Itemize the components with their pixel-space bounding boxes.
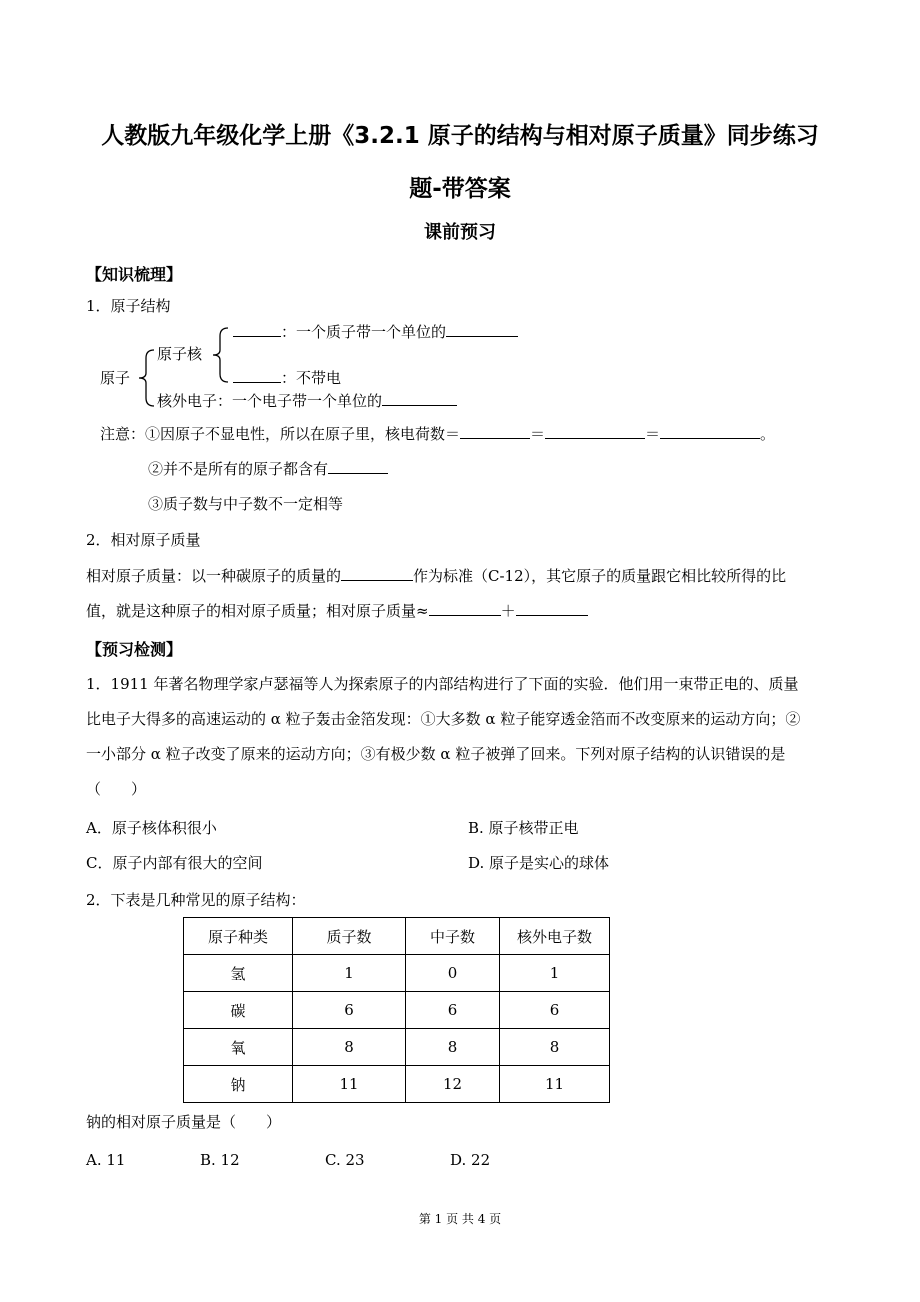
atom-structure-table (183, 917, 610, 1103)
q2-question: 钠的相对原子质量是（ ） (86, 1113, 282, 1131)
section-2-title: 2．相对原子质量 (86, 531, 201, 549)
page-title: 人教版九年级化学上册《3.2.1 原子的结构与相对原子质量》同步练习 (101, 123, 819, 149)
q1-line-2: 比电子大得多的高速运动的 α 粒子轰击金箔发现：①大多数 α 粒子能穿透金箔而不改变原来的运动方向；② (86, 710, 801, 728)
relative-mass-line-2: 值，就是这种原子的相对原子质量；相对原子质量≈ ＋ (86, 601, 588, 621)
table-cell: 6 (293, 992, 406, 1029)
electron-charge-blank[interactable] (382, 391, 457, 406)
q1-answer-paren: （ ） (86, 780, 147, 798)
neutron-blank[interactable] (233, 368, 281, 383)
table-cell: 氧 (184, 1029, 293, 1066)
table-cell: 8 (406, 1029, 500, 1066)
relative-mass-line-1: 相对原子质量：以一种碳原子的质量的 作为标准（C-12），其它原子的质量跟它相比较所得的比 (86, 567, 787, 585)
table-header-cell: 原子种类 (184, 918, 293, 955)
table-cell: 氢 (184, 955, 293, 992)
q1-option-b[interactable]: B. 原子核带正电 (468, 819, 579, 837)
note1-blank-1[interactable] (460, 424, 530, 439)
atom-brace-icon (136, 348, 156, 408)
page-title-line2: 题-带答案 (409, 176, 511, 202)
nucleus-brace-icon (210, 326, 230, 384)
table-cell: 12 (406, 1066, 500, 1103)
proton-blank[interactable] (233, 322, 281, 337)
section-subtitle: 课前预习 (424, 222, 496, 243)
q1-option-c[interactable]: C．原子内部有很大的空间 (86, 854, 263, 872)
neutron-line: ：不带电 (233, 368, 341, 388)
note2-blank[interactable] (328, 459, 388, 474)
table-header-cell: 中子数 (406, 918, 500, 955)
q1-option-a[interactable]: A．原子核体积很小 (86, 819, 217, 837)
q2-option-a[interactable]: A. 11 (86, 1151, 126, 1169)
check-heading: 【预习检测】 (86, 640, 183, 659)
note-1: 注意：①因原子不显电性，所以在原子里，核电荷数＝ ＝ ＝ 。 (100, 425, 776, 443)
standard-blank[interactable] (341, 566, 413, 581)
table-cell: 钠 (184, 1066, 293, 1103)
table-row (184, 1029, 610, 1066)
note1-blank-3[interactable] (660, 424, 760, 439)
table-row (184, 992, 610, 1029)
q2-option-c[interactable]: C. 23 (325, 1151, 365, 1169)
note-3: ③质子数与中子数不一定相等 (148, 495, 344, 513)
q1-option-d[interactable]: D. 原子是实心的球体 (468, 854, 610, 872)
knowledge-heading: 【知识梳理】 (86, 265, 183, 284)
table-cell: 1 (500, 955, 610, 992)
table-cell: 1 (293, 955, 406, 992)
table-cell: 11 (293, 1066, 406, 1103)
table-cell: 11 (500, 1066, 610, 1103)
approx-blank-1[interactable] (429, 601, 501, 616)
table-cell: 0 (406, 955, 500, 992)
approx-blank-2[interactable] (516, 601, 588, 616)
q2-option-d[interactable]: D. 22 (450, 1151, 491, 1169)
q1-line-3: 一小部分 α 粒子改变了原来的运动方向；③有极少数 α 粒子被弹了回来。下列对原子结构的认识错误的是 (86, 745, 786, 763)
table-cell: 碳 (184, 992, 293, 1029)
electron-line: 核外电子：一个电子带一个单位的 (157, 391, 457, 411)
atom-label: 原子 (100, 369, 131, 387)
table-cell: 8 (500, 1029, 610, 1066)
table-header-cell: 质子数 (293, 918, 406, 955)
table-row (184, 1066, 610, 1103)
table-header-cell: 核外电子数 (500, 918, 610, 955)
table-header-row (184, 918, 610, 955)
table-row (184, 955, 610, 992)
nucleus-label: 原子核 (157, 345, 203, 363)
table-cell: 8 (293, 1029, 406, 1066)
section-1-title: 1．原子结构 (86, 297, 171, 315)
proton-charge-blank[interactable] (446, 322, 518, 337)
q2-option-b[interactable]: B. 12 (200, 1151, 240, 1169)
proton-line: ：一个质子带一个单位的 (233, 322, 518, 342)
note1-blank-2[interactable] (545, 424, 645, 439)
page-footer: 第 1 页 共 4 页 (418, 1212, 502, 1226)
q2-intro: 2．下表是几种常见的原子结构： (86, 891, 306, 909)
table-cell: 6 (406, 992, 500, 1029)
table-cell: 6 (500, 992, 610, 1029)
note-2: ②并不是所有的原子都含有 (148, 459, 388, 479)
q1-line-1: 1．1911 年著名物理学家卢瑟福等人为探索原子的内部结构进行了下面的实验．他们用一束带正电的、质量 (86, 675, 799, 693)
